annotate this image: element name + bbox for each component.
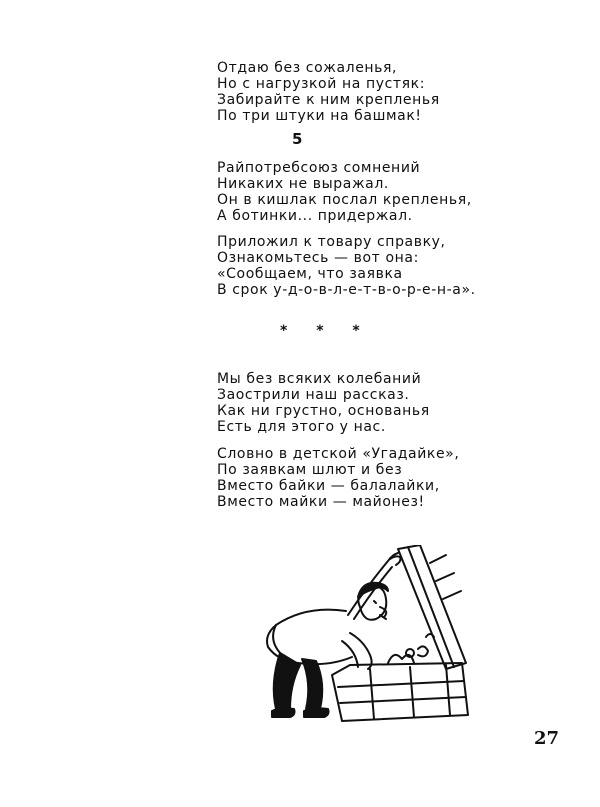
poem-line: Мы без всяких колебаний — [217, 371, 422, 387]
man-looking-into-chest-drawing — [250, 545, 480, 725]
poem-line: Райпотребсоюз сомнений — [217, 160, 421, 176]
poem-line: Он в кишлак послал крепленья, — [217, 192, 472, 208]
poem-line: В срок у-д-о-в-л-е-т-в-о-р-е-н-а». — [217, 282, 476, 298]
stanza-5 — [217, 446, 459, 510]
poem-line: «Сообщаем, что заявка — [217, 266, 403, 282]
poem-line: Но с нагрузкой на пустяк: — [217, 76, 426, 92]
poem-line: По заявкам шлют и без — [217, 462, 403, 478]
poem-line: Ознакомьтесь — вот она: — [217, 250, 419, 266]
poem-line: Вместо майки — майонез! — [217, 494, 425, 510]
poem-line: Словно в детской «Угадайке», — [217, 446, 460, 462]
poem-line: По три штуки на башмак! — [217, 108, 422, 124]
stanza-2 — [217, 160, 472, 224]
poem-line: Приложил к товару справку, — [217, 234, 446, 250]
stanza-4 — [217, 371, 430, 435]
page-number: 27 — [534, 728, 560, 749]
poem-line: Забирайте к ним крепленья — [217, 92, 440, 108]
poem-line: Как ни грустно, основанья — [217, 403, 430, 419]
stanza-1 — [217, 60, 440, 124]
section-separator: * * * — [280, 323, 372, 339]
poem-line: Вместо байки — балалайки, — [217, 478, 440, 494]
poem-line: А ботинки... придержал. — [217, 208, 413, 224]
poem-line: Отдаю без сожаленья, — [217, 60, 398, 76]
poem-line: Никаких не выражал. — [217, 176, 389, 192]
section-number: 5 — [292, 130, 303, 148]
stanza-3 — [217, 234, 476, 298]
man-figure — [267, 553, 401, 717]
poem-line: Есть для этого у нас. — [217, 419, 386, 435]
poem-line: Заострили наш рассказ. — [217, 387, 410, 403]
